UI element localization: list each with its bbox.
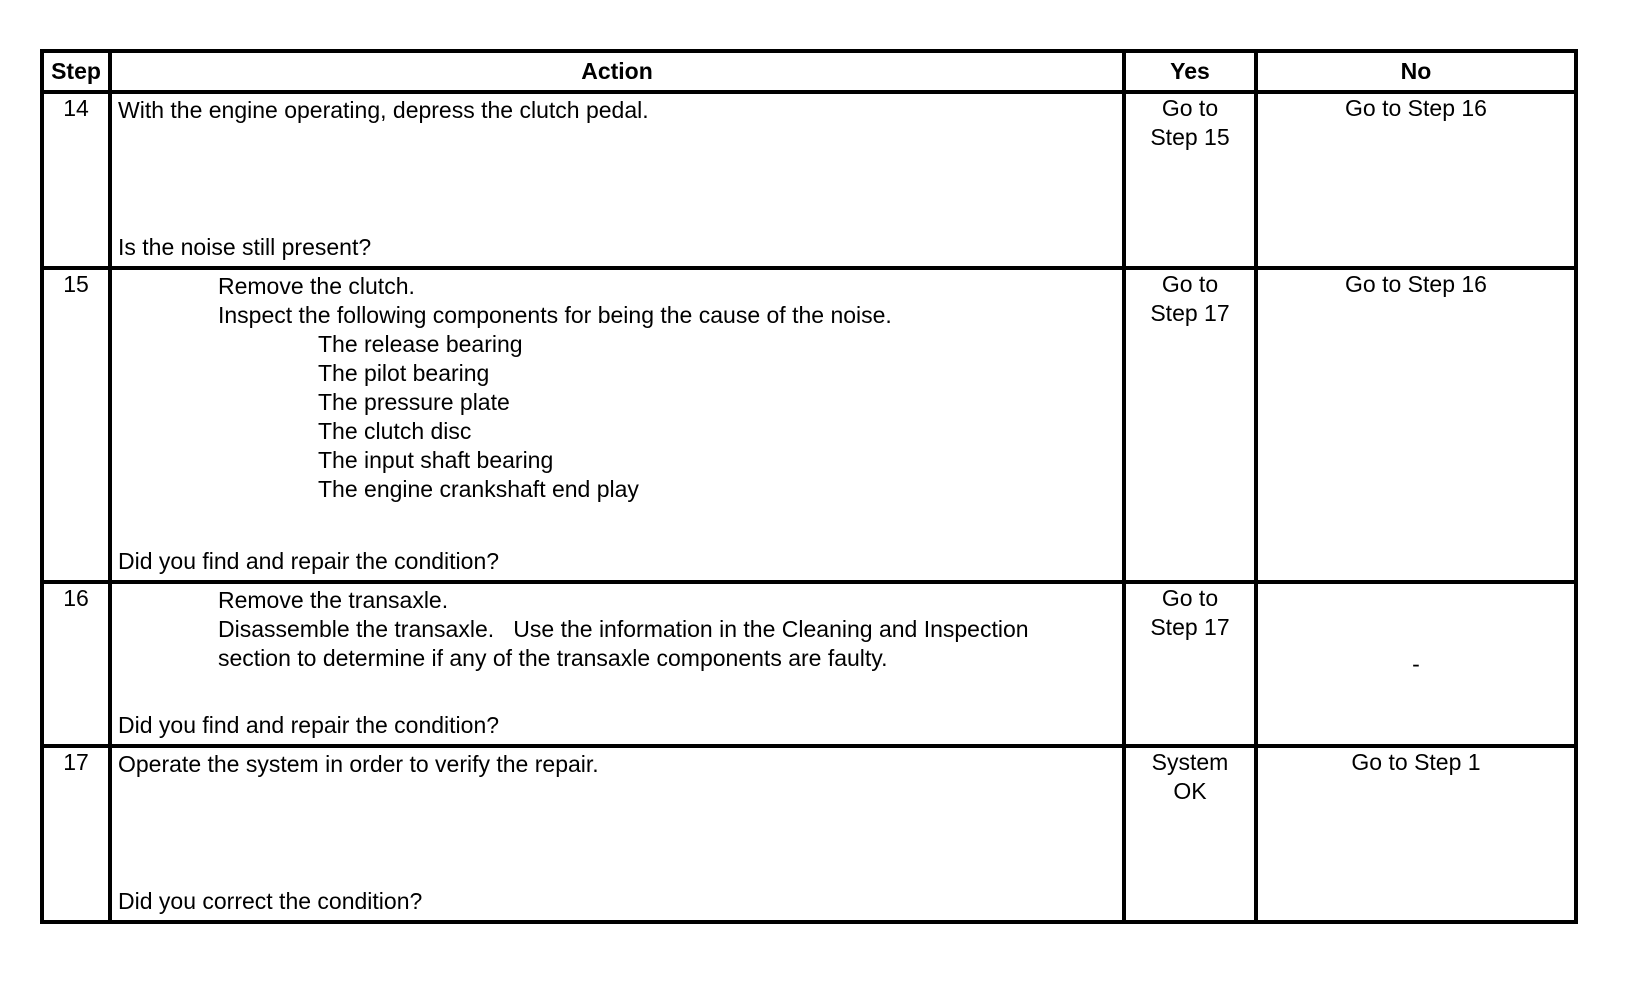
yes-text-line: Go to <box>1161 271 1219 297</box>
action-step-text: section to determine if any of the transaxle components are faulty. <box>218 645 888 671</box>
no-cell: - <box>1256 582 1576 746</box>
action-question: Is the noise still present? <box>118 234 372 260</box>
header-step: Step <box>42 51 110 92</box>
no-cell: Go to Step 1 <box>1256 746 1576 922</box>
yes-cell <box>1124 92 1256 268</box>
header-action: Action <box>110 51 1124 92</box>
diagnostic-table <box>40 49 1578 924</box>
step-number: 17 <box>42 746 110 922</box>
component-list-item: The input shaft bearing <box>318 447 554 473</box>
action-question: Did you find and repair the condition? <box>118 712 500 738</box>
yes-text-line: Go to <box>1161 585 1219 611</box>
step-number: 15 <box>42 268 110 582</box>
no-cell: Go to Step 16 <box>1256 268 1576 582</box>
action-cell <box>110 92 1124 268</box>
header-row <box>42 51 1576 92</box>
yes-text-line: Step 17 <box>1150 300 1230 326</box>
table-row-step-16 <box>42 582 1576 746</box>
action-cell <box>110 746 1124 922</box>
component-list-item: The release bearing <box>318 331 523 357</box>
header-no: No <box>1256 51 1576 92</box>
action-body <box>118 586 1116 673</box>
component-list-item: The pilot bearing <box>318 360 490 386</box>
action-text: Operate the system in order to verify the repair. <box>118 751 599 777</box>
step-number: 14 <box>42 92 110 268</box>
no-cell: Go to Step 16 <box>1256 92 1576 268</box>
yes-cell <box>1124 582 1256 746</box>
header-yes: Yes <box>1124 51 1256 92</box>
yes-text-line: Step 15 <box>1150 124 1230 150</box>
yes-cell <box>1124 746 1256 922</box>
action-cell <box>110 582 1124 746</box>
yes-text-line: Go to <box>1161 95 1219 121</box>
component-list-item: The engine crankshaft end play <box>318 476 639 502</box>
action-step-text: Inspect the following components for being the cause of the noise. <box>218 302 892 328</box>
table-row-step-17 <box>42 746 1576 922</box>
yes-cell <box>1124 268 1256 582</box>
table-row-step-14 <box>42 92 1576 268</box>
component-list-item: The clutch disc <box>318 418 472 444</box>
action-step-text: Remove the clutch. <box>218 273 415 299</box>
action-body <box>118 272 1116 504</box>
table-row-step-15 <box>42 268 1576 582</box>
action-cell <box>110 268 1124 582</box>
step-number: 16 <box>42 582 110 746</box>
component-list-item: The pressure plate <box>318 389 510 415</box>
action-step-text: Remove the transaxle. <box>218 587 449 613</box>
action-question: Did you find and repair the condition? <box>118 548 500 574</box>
yes-text-line: Step 17 <box>1150 614 1230 640</box>
action-step-text: Disassemble the transaxle. Use the information in the Cleaning and Inspection <box>218 616 1029 642</box>
action-question: Did you correct the condition? <box>118 888 423 914</box>
yes-text-line: OK <box>1173 778 1207 804</box>
action-text: With the engine operating, depress the clutch pedal. <box>118 97 649 123</box>
yes-text-line: System <box>1151 749 1229 775</box>
